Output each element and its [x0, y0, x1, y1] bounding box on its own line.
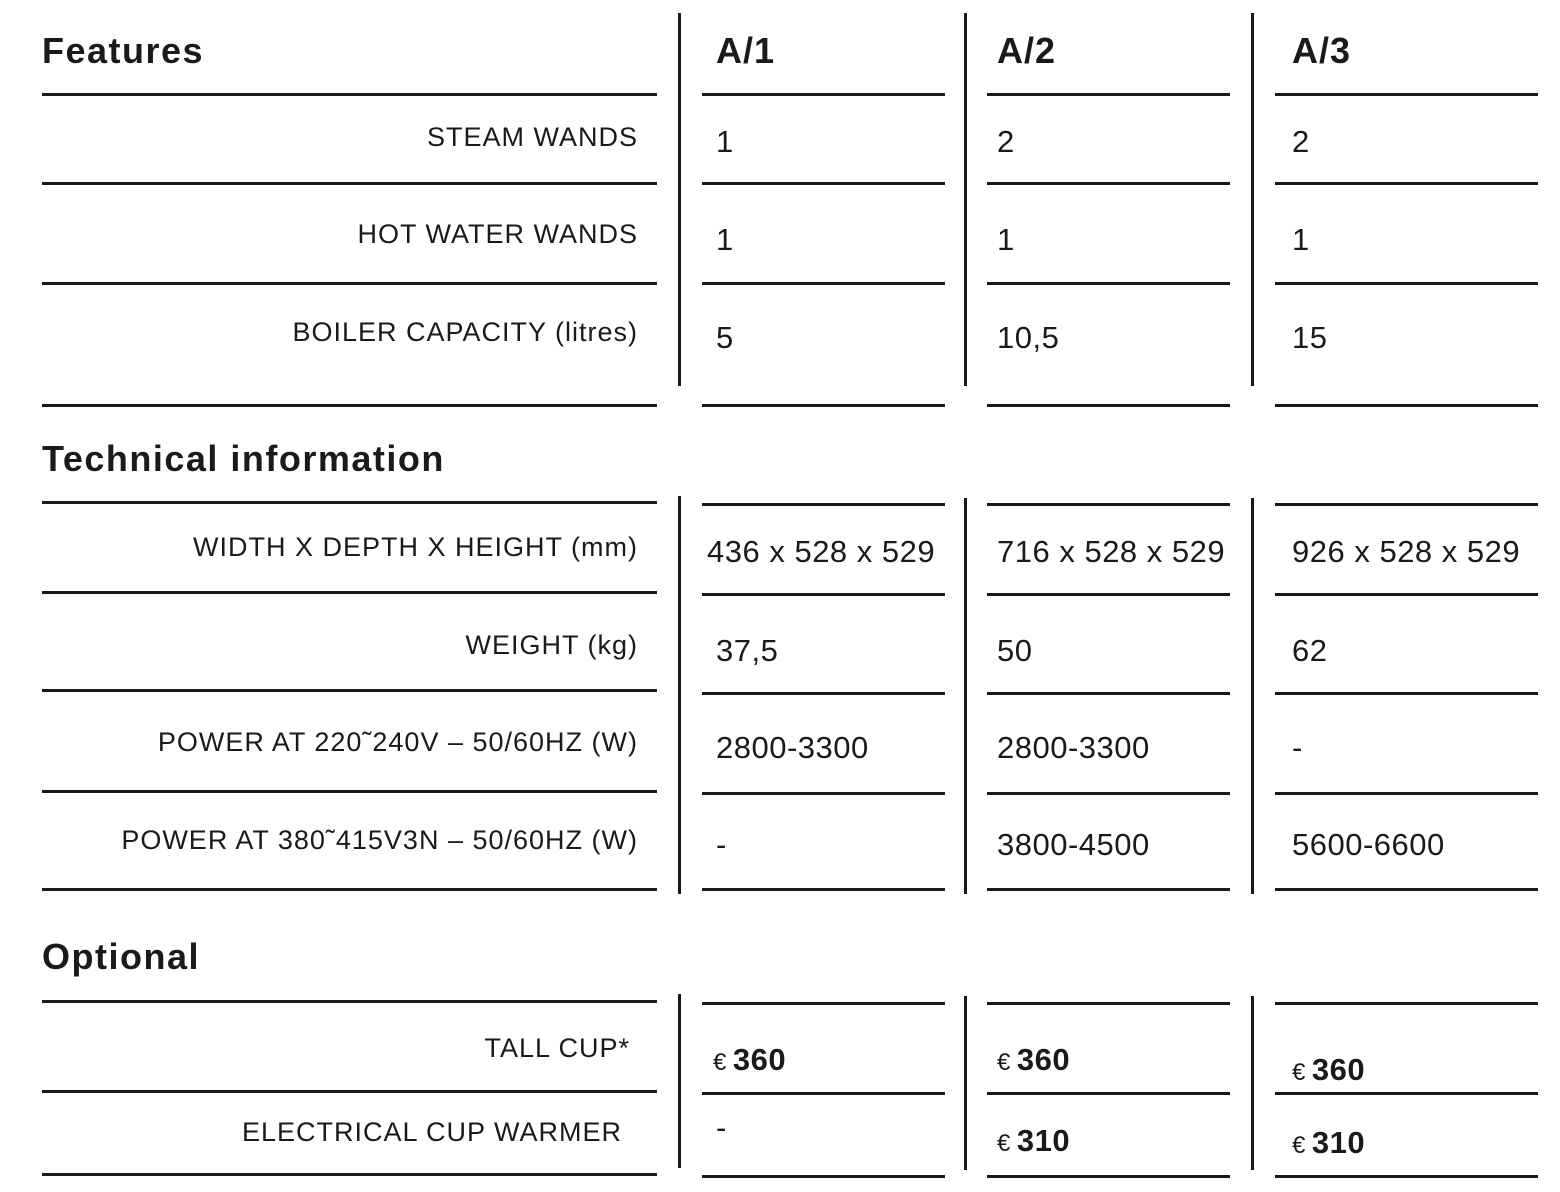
price-amount: 360: [732, 1042, 787, 1077]
cell-steam-wands-a3: 2: [1292, 124, 1310, 159]
currency-symbol: €: [1292, 1132, 1306, 1159]
column-divider: [964, 13, 967, 386]
cell-dimensions-a3: 926 x 528 x 529: [1292, 534, 1521, 569]
price-tall-cup-a1: [713, 1042, 786, 1078]
cell-power-380-a1: -: [716, 827, 727, 862]
column-divider: [964, 498, 967, 894]
row-label-power-220-240v: POWER AT 220˜240V – 50/60HZ (W): [157, 727, 638, 757]
column-divider: [1251, 498, 1254, 894]
column-divider: [1251, 996, 1254, 1170]
row-label-power-380-415v3n: POWER AT 380˜415V3N – 50/60HZ (W): [121, 825, 638, 855]
section-title-technical-information: Technical information: [42, 438, 445, 479]
cell-hot-water-wands-a3: 1: [1292, 222, 1310, 257]
currency-symbol: €: [997, 1049, 1011, 1076]
price-tall-cup-a2: [997, 1042, 1070, 1078]
column-divider: [678, 13, 681, 386]
cell-power-220-a1: 2800-3300: [716, 730, 869, 765]
cell-dimensions-a2: 716 x 528 x 529: [997, 534, 1226, 569]
price-cup-warmer-a2: [997, 1123, 1070, 1159]
cell-boiler-capacity-a3: 15: [1292, 320, 1328, 355]
price-amount: 360: [1016, 1042, 1071, 1077]
price-tall-cup-a3: [1292, 1052, 1365, 1088]
column-header-a1: A/1: [716, 30, 776, 71]
price-amount: 310: [1016, 1123, 1071, 1158]
section-title-features: Features: [42, 30, 205, 71]
cell-steam-wands-a1: 1: [716, 124, 734, 159]
row-label-dimensions: WIDTH X DEPTH X HEIGHT (mm): [193, 532, 638, 562]
cell-power-220-a2: 2800-3300: [997, 730, 1150, 765]
currency-symbol: €: [713, 1049, 727, 1076]
row-label-tall-cup: TALL CUP*: [484, 1033, 630, 1063]
cell-hot-water-wands-a1: 1: [716, 222, 734, 257]
row-label-boiler-capacity: BOILER CAPACITY (litres): [292, 317, 638, 347]
cell-power-380-a3: 5600-6600: [1292, 827, 1445, 862]
cell-power-380-a2: 3800-4500: [997, 827, 1150, 862]
row-label-electrical-cup-warmer: ELECTRICAL CUP WARMER: [241, 1117, 622, 1147]
price-amount: 360: [1311, 1052, 1366, 1087]
cell-boiler-capacity-a1: 5: [716, 320, 734, 355]
column-divider: [678, 994, 681, 1168]
currency-symbol: €: [1292, 1059, 1306, 1086]
cell-power-220-a3: -: [1292, 730, 1303, 765]
section-title-optional: Optional: [42, 936, 200, 977]
column-divider: [1251, 13, 1254, 386]
row-label-hot-water-wands: HOT WATER WANDS: [357, 219, 638, 249]
row-label-weight: WEIGHT (kg): [465, 630, 638, 660]
column-divider: [678, 496, 681, 894]
price-cup-warmer-a3: [1292, 1125, 1365, 1161]
cell-hot-water-wands-a2: 1: [997, 222, 1015, 257]
row-label-steam-wands: STEAM WANDS: [426, 122, 638, 152]
cell-weight-a2: 50: [997, 633, 1033, 668]
column-divider: [964, 996, 967, 1170]
currency-symbol: €: [997, 1130, 1011, 1157]
cell-weight-a1: 37,5: [716, 633, 779, 668]
cell-dimensions-a1: 436 x 528 x 529: [707, 534, 936, 569]
cell-steam-wands-a2: 2: [997, 124, 1015, 159]
column-header-a2: A/2: [997, 30, 1057, 71]
price-amount: 310: [1311, 1125, 1366, 1160]
cell-boiler-capacity-a2: 10,5: [997, 320, 1060, 355]
cell-weight-a3: 62: [1292, 633, 1328, 668]
column-header-a3: A/3: [1292, 30, 1352, 71]
cell-cup-warmer-a1: -: [716, 1110, 727, 1145]
